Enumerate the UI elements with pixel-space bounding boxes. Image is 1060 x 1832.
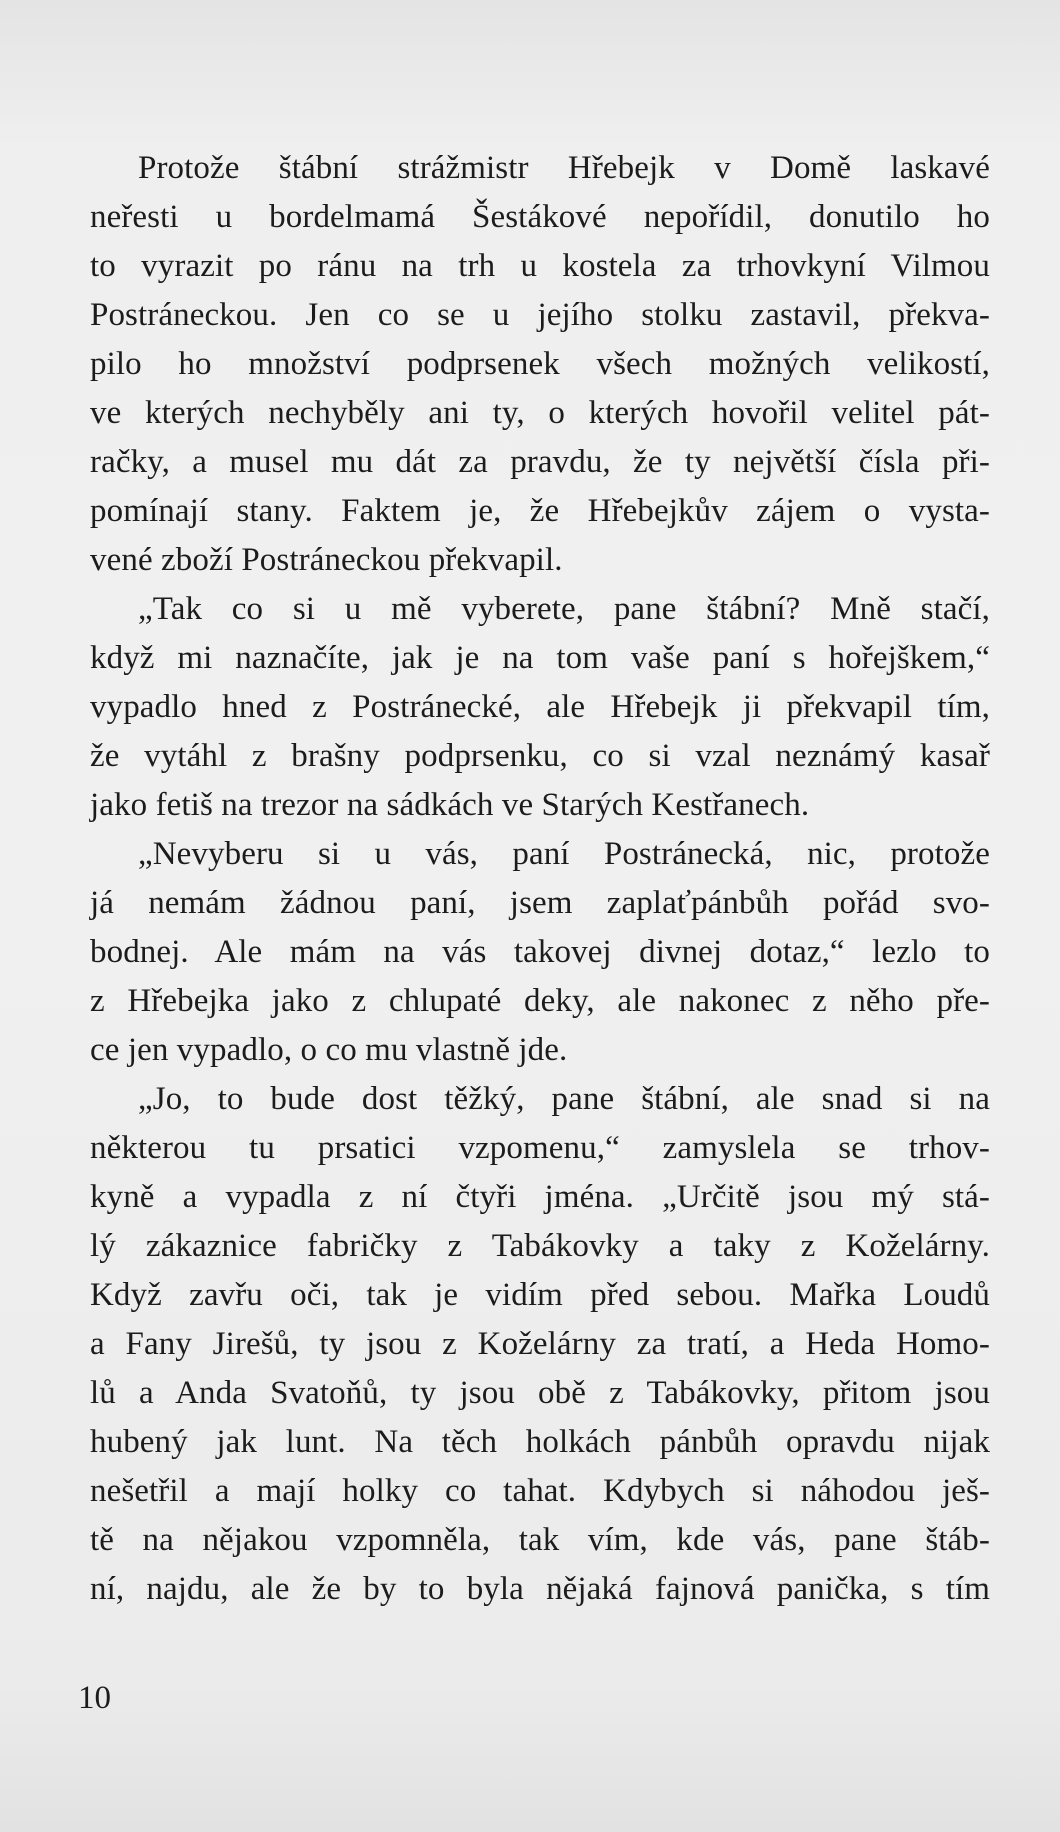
text-line: pomínají stany. Faktem je, že Hřebejkův zájem o vysta- (90, 493, 990, 529)
text-line: lů a Anda Svatoňů, ty jsou obě z Tabákovky, přitom jsou (90, 1375, 990, 1411)
text-line: hubený jak lunt. Na těch holkách pánbůh opravdu nijak (90, 1424, 990, 1460)
text-line: když mi naznačíte, jak je na tom vaše paní s hořejškem,“ (90, 640, 990, 676)
text-line: vypadlo hned z Postránecké, ale Hřebejk ji překvapil tím, (90, 689, 990, 725)
text-line: to vyrazit po ránu na trh u kostela za trhovkyní Vilmou (90, 248, 990, 284)
text-line: jako fetiš na trezor na sádkách ve Starých Kestřanech. (90, 787, 810, 823)
text-line: pilo ho množství podprsenek všech možných velikostí, (90, 346, 990, 382)
text-line: ní, najdu, ale že by to byla nějaká fajnová panička, s tím (90, 1571, 990, 1607)
text-line: že vytáhl z brašny podprsenku, co si vzal neznámý kasař (90, 738, 990, 774)
text-line: Protože štábní strážmistr Hřebejk v Domě laskavé (138, 150, 990, 186)
text-line: z Hřebejka jako z chlupaté deky, ale nakonec z něho pře- (90, 983, 990, 1019)
text-line: ce jen vypadlo, o co mu vlastně jde. (90, 1032, 568, 1068)
text-line: lý zákaznice fabričky z Tabákovky a taky z Koželárny. (90, 1228, 990, 1264)
text-line: ve kterých nechyběly ani ty, o kterých hovořil velitel pát- (90, 395, 990, 431)
text-line: bodnej. Ale mám na vás takovej divnej dotaz,“ lezlo to (90, 934, 990, 970)
text-line: nešetřil a mají holky co tahat. Kdybych si náhodou ješ- (90, 1473, 990, 1509)
text-line: tě na nějakou vzpomněla, tak vím, kde vás, pane štáb- (90, 1522, 990, 1558)
page-number: 10 (78, 1680, 111, 1716)
text-line: a Fany Jirešů, ty jsou z Koželárny za tratí, a Heda Homo- (90, 1326, 990, 1362)
text-line: „Nevyberu si u vás, paní Postránecká, nic, protože (138, 836, 990, 872)
text-line: Postráneckou. Jen co se u jejího stolku zastavil, překva- (90, 297, 990, 333)
text-line: Když zavřu oči, tak je vidím před sebou. Mařka Loudů (90, 1277, 990, 1313)
body-text (90, 144, 990, 1614)
text-line: neřesti u bordelmamá Šestákové nepořídil, donutilo ho (90, 199, 990, 235)
text-line: některou tu prsatici vzpomenu,“ zamyslela se trhov- (90, 1130, 990, 1166)
text-line: „Tak co si u mě vyberete, pane štábní? Mně stačí, (138, 591, 990, 627)
text-line: vené zboží Postráneckou překvapil. (90, 542, 563, 578)
text-line: račky, a musel mu dát za pravdu, že ty největší čísla při- (90, 444, 990, 480)
text-line: já nemám žádnou paní, jsem zaplaťpánbůh pořád svo- (90, 885, 990, 921)
text-line: kyně a vypadla z ní čtyři jména. „Určitě jsou mý stá- (90, 1179, 990, 1215)
text-line: „Jo, to bude dost těžký, pane štábní, ale snad si na (138, 1081, 990, 1117)
